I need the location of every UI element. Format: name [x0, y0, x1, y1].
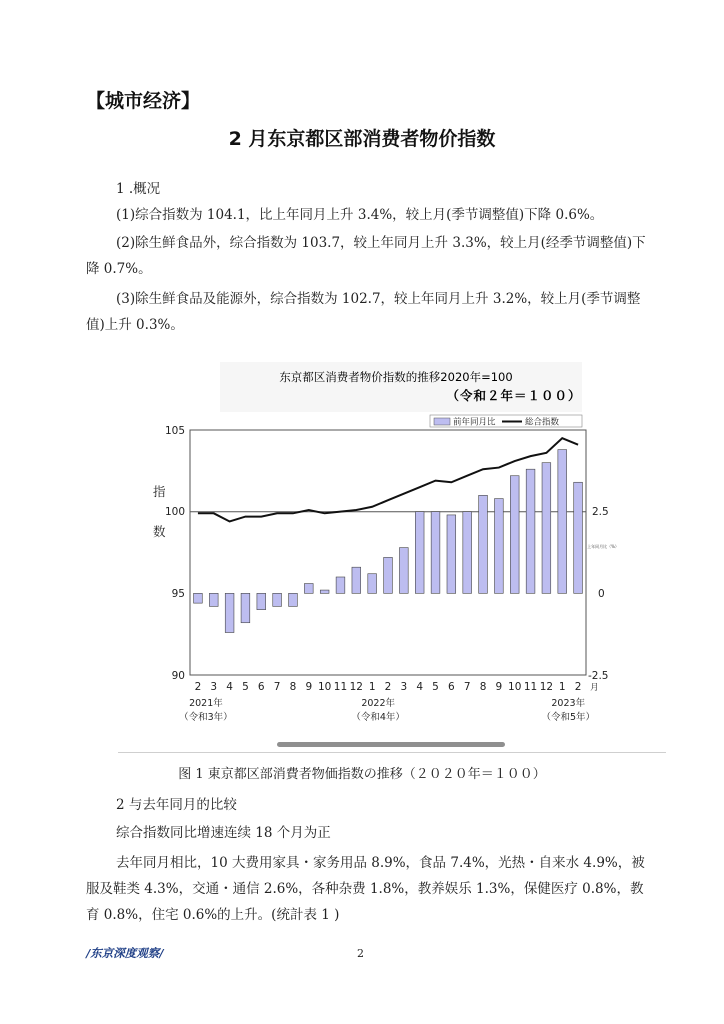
x-tick-label: 2 [384, 681, 392, 693]
x-tick-label: 6 [448, 681, 455, 693]
x-axis-unit: 月 [590, 683, 599, 693]
x-tick-label: 2 [574, 681, 582, 693]
y-axis-label-char-2: 数 [153, 524, 166, 539]
legend-label-yoy: 前年同月比 [453, 417, 496, 428]
bar-yoy [225, 593, 234, 632]
x-tick-label: 12 [349, 681, 364, 693]
section-tag: 【城市经济】 [86, 90, 201, 112]
x-tick-label: 10 [508, 681, 522, 693]
y2-tick-label: 2.5 [592, 506, 609, 518]
page-title: 2 月东京都区部消费者物价指数 [228, 128, 496, 150]
bar-yoy [194, 593, 203, 603]
left-axis [153, 425, 185, 682]
bar-yoy [320, 590, 329, 593]
bar-yoy [336, 577, 345, 593]
bar-yoy [304, 584, 313, 594]
section-2-detail: 去年同月相比，10 大费用家具・家务用品 8.9%，食品 7.4%，光热・自来水 4.9%，被服及鞋类 4.3%，交通・通信 2.6%，各种杂费 1.8%，教养娱乐 1.3%，保健医疗 0.8%，教育 0.8%，住宅 0.6%的上升。(统計表 1 ) [86, 855, 645, 923]
bar-yoy [479, 495, 488, 593]
bar-yoy [241, 593, 250, 622]
x-tick-label: 1 [558, 681, 566, 693]
y-tick-label: 100 [164, 506, 185, 518]
bar-yoy [352, 567, 361, 593]
bar-yoy [447, 515, 456, 593]
bar-yoy [384, 557, 393, 593]
legend-label-index: 総合指数 [525, 417, 560, 428]
x-tick-label: 7 [463, 681, 471, 693]
x-tick-label: 5 [432, 681, 439, 693]
overview-item-2: (2)除生鲜食品外，综合指数为 103.7，较上年同月上升 3.3%，较上月(经季节调整值)下降 0.7%。 [86, 235, 646, 277]
y2-tick-label: 0 [598, 588, 605, 600]
x-tick-label: 4 [226, 681, 233, 693]
figure-caption: 图 1 東京都区部消費者物価指数の推移（２０２０年＝１００） [178, 767, 546, 782]
bar-yoy [431, 512, 440, 594]
era-label: （令和3年） [179, 712, 233, 723]
x-tick-label: 1 [368, 681, 376, 693]
legend-swatch-bar [434, 418, 450, 425]
x-tick-label: 9 [305, 681, 313, 693]
x-tick-label: 10 [317, 681, 332, 693]
bar-yoy [574, 482, 583, 593]
bar-yoy [209, 593, 218, 606]
bar-yoy [463, 512, 472, 594]
x-tick-label: 5 [242, 681, 249, 693]
section-2-summary: 综合指数同比增速连续 18 个月为正 [116, 825, 331, 841]
bar-yoy [273, 593, 282, 606]
y-axis-label-char-1: 指 [153, 484, 166, 499]
legend [430, 415, 582, 428]
y-tick-label: 95 [171, 588, 185, 600]
bar-yoy [558, 450, 567, 594]
year-label: 2022年 [361, 698, 396, 709]
right-axis [587, 506, 619, 682]
horizontal-scrollbar[interactable] [277, 742, 505, 747]
page-number: 2 [357, 947, 364, 960]
y-tick-label: 105 [164, 425, 185, 437]
year-label: 2021年 [189, 698, 223, 709]
year-labels [179, 697, 595, 723]
overview-item-1: (1)综合指数为 104.1，比上年同月上升 3.4%，较上月(季节调整值)下降 0.6%。 [116, 207, 604, 223]
chart-subtitle: （令和２年＝１００） [446, 388, 582, 403]
footer-source: /东京深度观察/ [86, 946, 164, 960]
bar-yoy [510, 476, 519, 594]
cpi-chart-svg [140, 360, 619, 750]
x-tick-label: 3 [210, 681, 218, 693]
era-label: （令和5年） [541, 712, 596, 723]
section-1-heading: 1 .概况 [116, 181, 161, 197]
x-tick-label: 8 [479, 681, 487, 693]
y-tick-label: 90 [171, 670, 185, 682]
overview-item-3: (3)除生鲜食品及能源外，综合指数为 102.7，较上年同月上升 3.2%，较上月(季节调整值)上升 0.3%。 [86, 291, 641, 333]
x-tick-label: 11 [333, 681, 348, 693]
bar-yoy [289, 593, 298, 606]
year-label: 2023年 [551, 698, 586, 709]
x-tick-label: 6 [257, 681, 265, 693]
x-tick-label: 3 [400, 681, 408, 693]
divider [118, 752, 666, 753]
y2-axis-label: 上年同月比（%） [587, 544, 619, 549]
x-tick-label: 2 [194, 681, 202, 693]
x-tick-label: 11 [523, 681, 538, 693]
x-tick-label: 4 [416, 681, 424, 693]
y2-tick-label: -2.5 [588, 670, 609, 682]
bar-yoy [257, 593, 266, 609]
bar-yoy [526, 469, 535, 593]
bar-yoy [495, 499, 504, 594]
bar-yoy [415, 512, 424, 594]
chart-title: 东京都区消费者物价指数的推移2020年=100 [279, 370, 513, 384]
bar-yoy [542, 463, 551, 594]
x-tick-label: 8 [289, 681, 297, 693]
x-tick-label: 7 [273, 681, 281, 693]
x-tick-label: 9 [495, 681, 503, 693]
bar-yoy [399, 548, 408, 594]
cpi-chart [140, 360, 619, 750]
bar-yoy [368, 574, 377, 594]
x-axis-labels [195, 681, 599, 693]
section-2-heading: 2 与去年同月的比较 [116, 797, 237, 813]
x-tick-label: 12 [539, 681, 554, 693]
era-label: （令和4年） [351, 712, 405, 723]
